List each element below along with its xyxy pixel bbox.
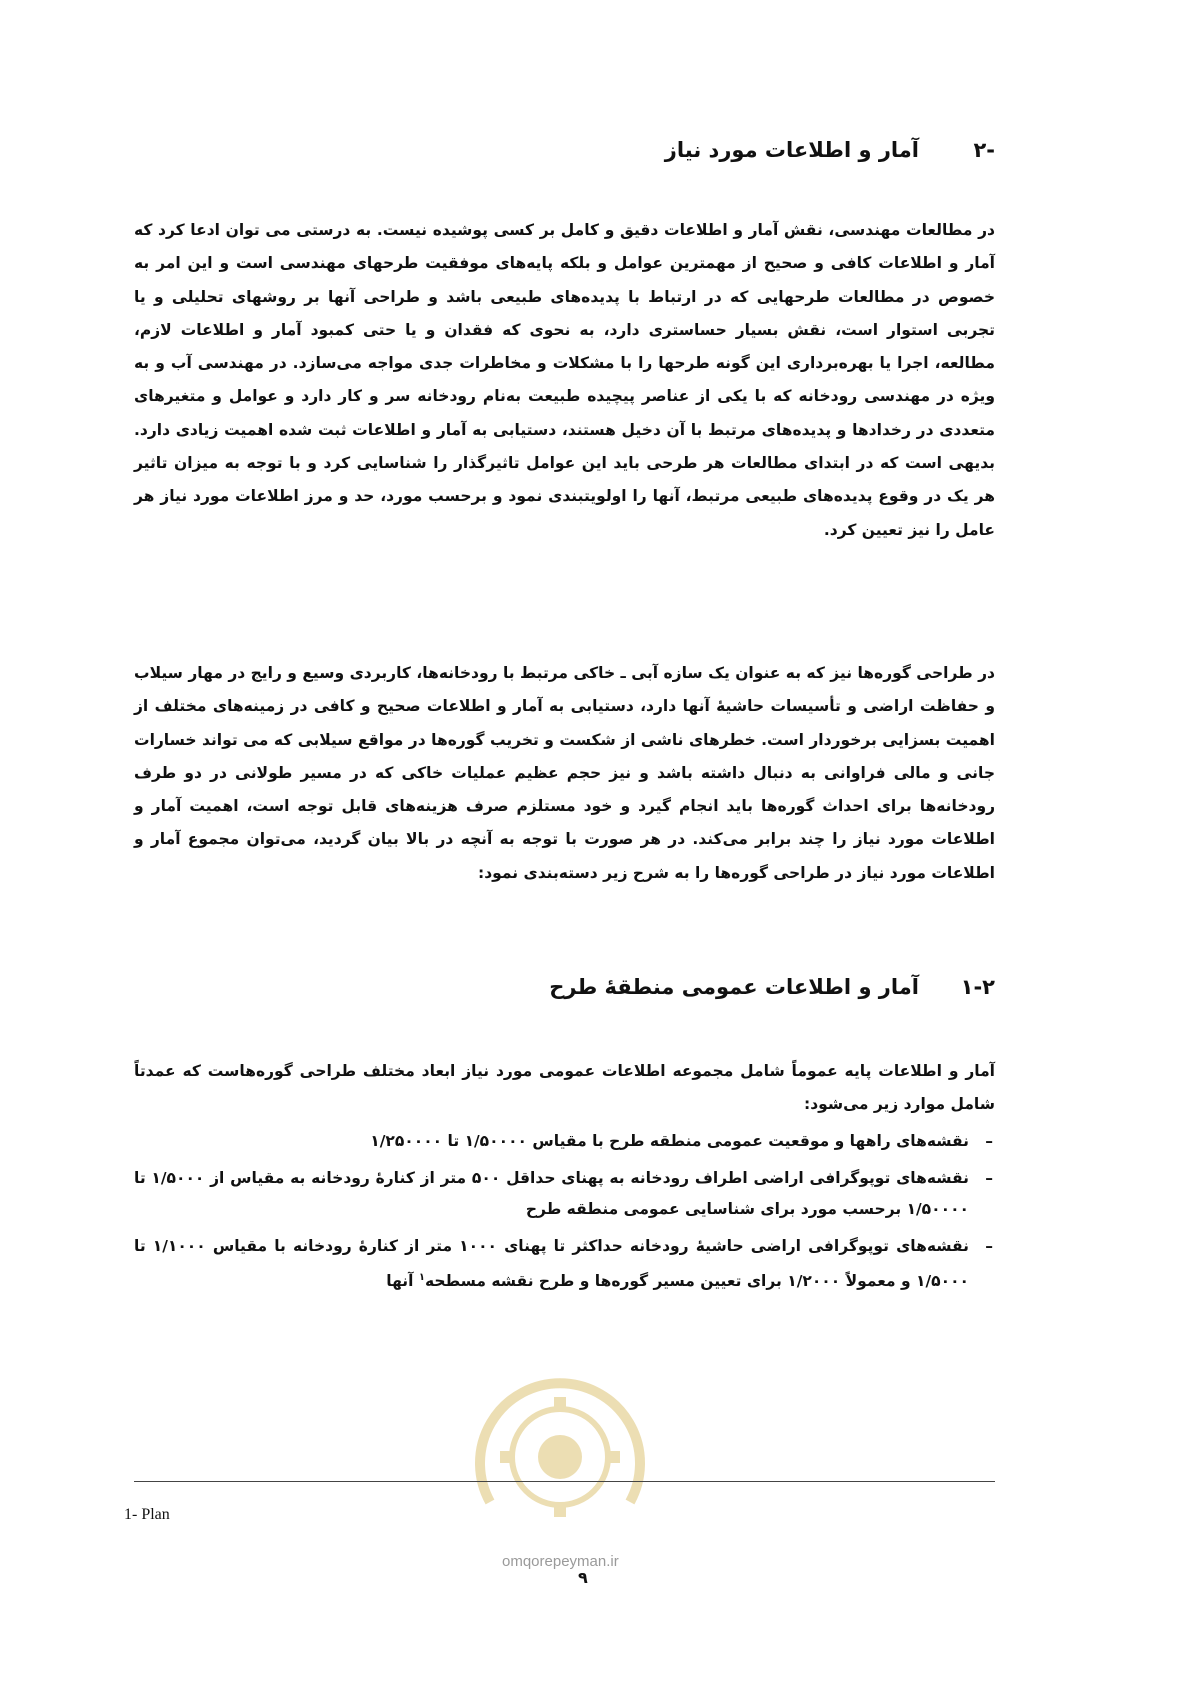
- list-item-text: نقشه‌های توپوگرافی اراضی اطراف رودخانه به پهنای حداقل ۵۰۰ متر از کنارهٔ رودخانه به مقیاس از ۱/۵۰۰۰ تا ۱/۵۰۰۰۰ برحسب مورد برای شناسایی عمومی منطقه طرح: [134, 1169, 969, 1218]
- dash-bullet-icon: –: [985, 1237, 993, 1255]
- list-item: [134, 1126, 995, 1157]
- footnote-divider: [134, 1481, 995, 1482]
- watermark-url: omqorepeyman.ir: [502, 1553, 619, 1570]
- subsection-number: ۱-۲: [960, 975, 995, 999]
- dash-bullet-icon: –: [985, 1132, 993, 1150]
- paragraph-gore-design: [134, 657, 995, 890]
- footnote-text: 1- Plan: [124, 1506, 170, 1523]
- page-number: ۹: [578, 1568, 588, 1587]
- watermark-logo: [470, 1362, 650, 1537]
- list-item: [134, 1231, 995, 1297]
- map-requirements-list: [134, 1126, 995, 1303]
- subsection-title: آمار و اطلاعات عمومی منطقهٔ طرح: [549, 975, 919, 999]
- paragraph-basic-data: [134, 1055, 995, 1122]
- paragraph-text: در مطالعات مهندسی، نقش آمار و اطلاعات دقیق و کامل بر کسی پوشیده نیست. به درستی می توان ادعا کرد که آمار و اطلاعات کافی و صحیح از مهمترین عوامل و بلکه پایه‌های موفقیت طرحهای مهندسی است و این امر به خصوص در مطالعات طرحهایی که در ارتباط با پدیده‌های طبیعی باشد و طراحی آنها بر روشهای تحلیلی و یا تجربی استوار است، نقش بسیار حساستری دارد، به نحوی که فقدان و یا حتی کمبود آمار و اطلاعات لازم، مطالعه، اجرا یا بهره‌برداری این گونه طرحها را با مشکلات و مخاطرات جدی مواجه می‌سازد. در مهندسی آب و به ویژه در مهندسی رودخانه که با یکی از عناصر پیچیده طبیعت به‌نام رودخانه سر و کار دارد و عوامل و متغیرهای متعددی در رخدادها و پدیده‌های مرتبط با آن دخیل هستند، دستیابی به آمار و اطلاعات ثبت شده اهمیت زیادی دارد. بدیهی است که در ابتدای مطالعات هر طرحی باید این عوامل تاثیرگذار را شناسایی کرد و با توجه به میزان تاثیر هر یک در وقوع پدیده‌های طبیعی مرتبط، آنها را اولویتبندی نمود و برحسب مورد، حد و مرز اطلاعات مورد نیاز هر عامل را نیز تعیین کرد.: [134, 221, 995, 539]
- list-item-tail: آنها: [386, 1272, 414, 1291]
- paragraph-intro: [134, 214, 995, 547]
- paragraph-text: در طراحی گوره‌ها نیز که به عنوان یک سازه آبی ـ خاکی مرتبط با رودخانه‌ها، کاربردی وسیع و رایج در مهار سیلاب و حفاظت اراضی و تأسیسات حاشیهٔ آنها دارد، دستیابی به آمار و اطلاعات صحیح و کافی در زمینه‌های مختلف از اهمیت بسزایی برخوردار است. خطرهای ناشی از شکست و تخریب گوره‌ها در مواقع سیلابی که می تواند خسارات جانی و مالی فراوانی به دنبال داشته باشد و نیز حجم عظیم عملیات خاکی که در مسیر طولانی در دو طرف رودخانه‌ها برای احداث گوره‌ها باید انجام گیرد و خود مستلزم صرف هزینه‌های قابل توجه است، اهمیت آمار و اطلاعات مورد نیاز را چند برابر می‌کند. در هر صورت با توجه به آنچه در بالا بیان گردید، می‌توان مجموع آمار و اطلاعات مورد نیاز در طراحی گوره‌ها را به شرح زیر دسته‌بندی نمود:: [134, 664, 995, 882]
- footnote-marker: ۱: [418, 1272, 425, 1283]
- list-item: [134, 1163, 995, 1225]
- list-item-text: نقشه‌های راهها و موقعیت عمومی منطقه طرح با مقیاس ۱/۵۰۰۰۰ تا ۱/۲۵۰۰۰۰: [370, 1132, 969, 1150]
- list-item-text: نقشه‌های توپوگرافی اراضی حاشیهٔ رودخانه حداکثر تا پهنای ۱۰۰۰ متر از کنارهٔ رودخانه با مقیاس ۱/۱۰۰۰ تا ۱/۵۰۰۰ و معمولاً ۱/۲۰۰۰ برای تعیین مسیر گوره‌ها و طرح نقشه مسطحه: [134, 1237, 969, 1291]
- section-heading: [665, 138, 995, 162]
- section-number: -۲: [973, 138, 995, 162]
- paragraph-text: آمار و اطلاعات پایه عموماً شامل مجموعه اطلاعات عمومی مورد نیاز ابعاد مختلف طراحی گوره‌هاست که عمدتاً شامل موارد زیر می‌شود:: [134, 1062, 995, 1114]
- dash-bullet-icon: –: [985, 1169, 993, 1187]
- subsection-heading: [549, 975, 995, 999]
- section-title: آمار و اطلاعات مورد نیاز: [664, 138, 919, 162]
